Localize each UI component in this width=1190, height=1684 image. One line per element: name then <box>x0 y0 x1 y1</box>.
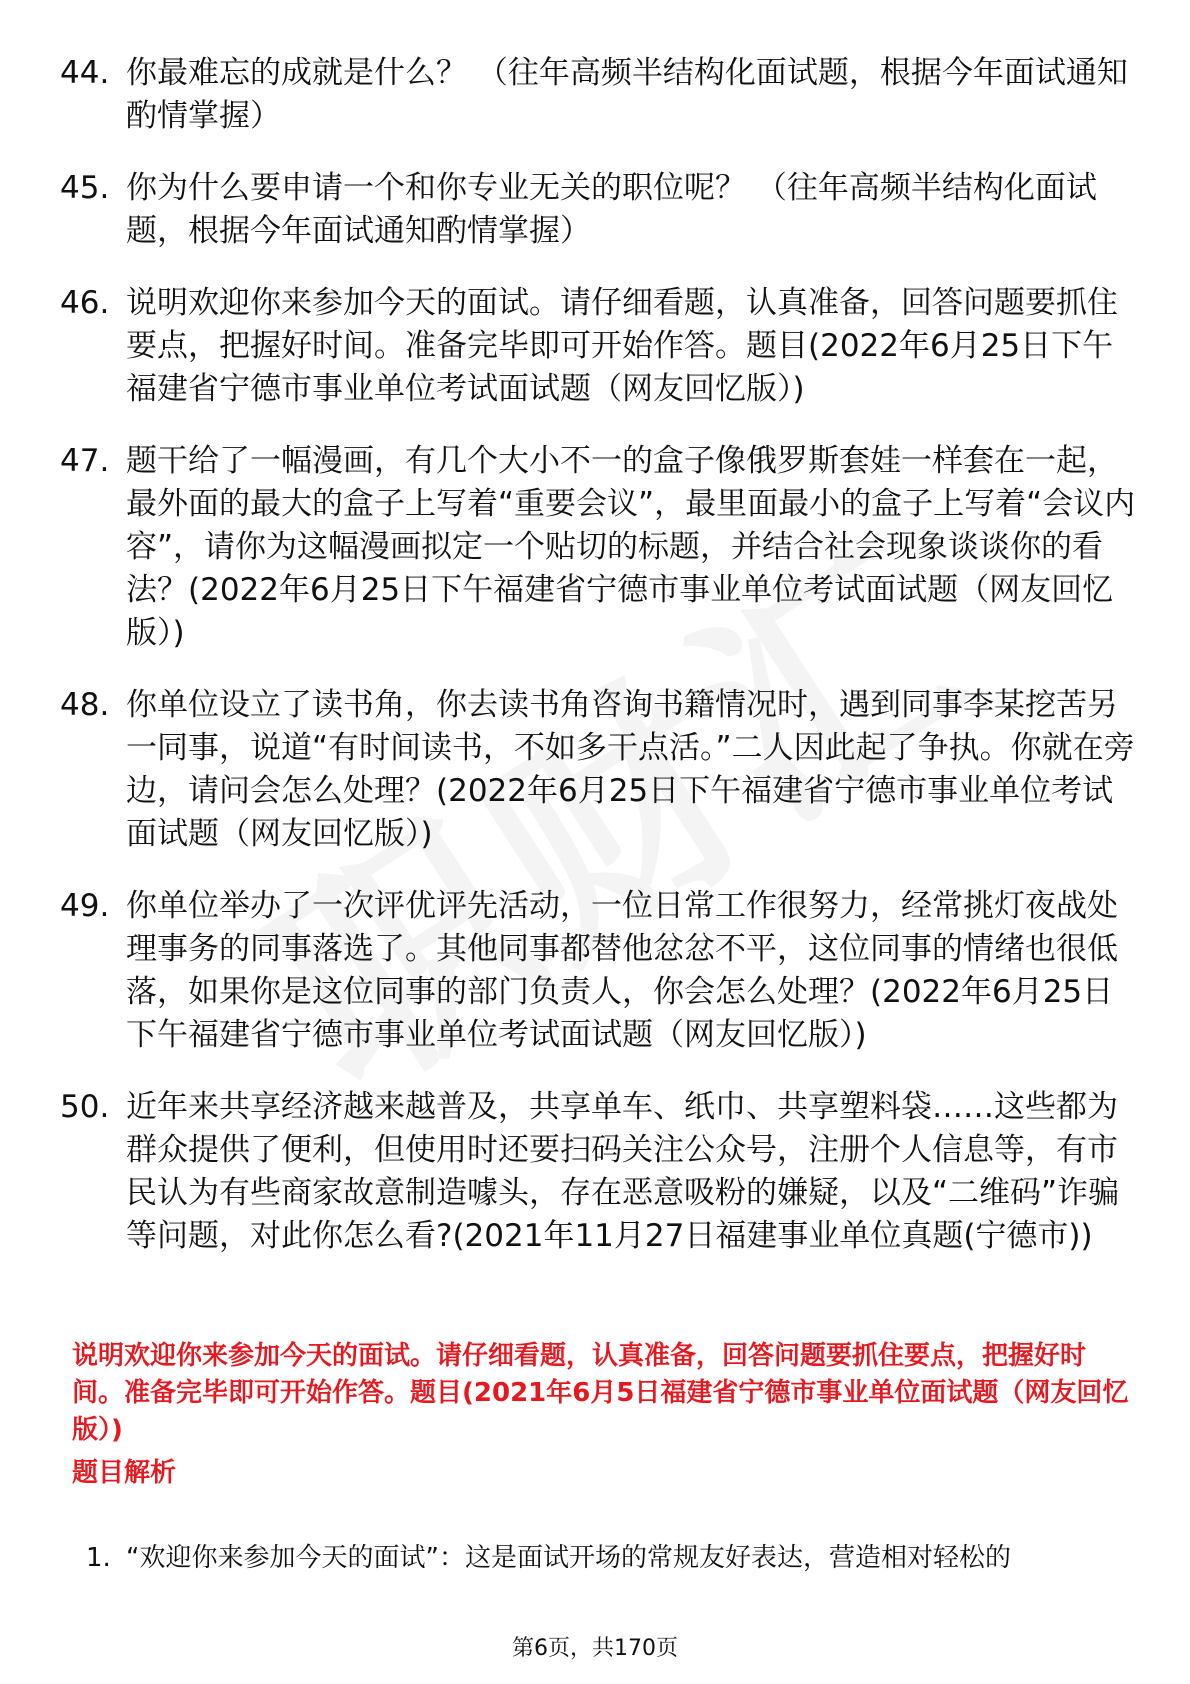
question-text: 你单位举办了一次评优评先活动，一位日常工作很努力，经常挑灯夜战处理事务的同事落选了。其他同事都替他忿忿不平，这位同事的情绪也很低落，如果你是这位同事的部门负责人，你会怎么处理？(2022年6月25日下午福建省宁德市事业单位考试面试题（网友回忆版）) <box>126 888 1118 1053</box>
page-footer: 第6页，共170页 <box>512 1636 678 1661</box>
question-number: 46. <box>60 285 110 321</box>
question-list <box>60 52 1140 1287</box>
question-text: 你单位设立了读书角，你去读书角咨询书籍情况时，遇到同事李某挖苦另一同事，说道“有时间读书，不如多干点活。”二人因此起了争执。你就在旁边，请问会怎么处理？(2022年6月25日下午福建省宁德市事业单位考试面试题（网友回忆版）) <box>126 687 1135 852</box>
question-item <box>60 282 1140 411</box>
analysis-heading: 题目解析 <box>72 1458 177 1488</box>
question-item <box>60 440 1140 655</box>
question-number: 49. <box>60 888 110 924</box>
question-text: 你为什么要申请一个和你专业无关的职位呢？ （往年高频半结构化面试题，根据今年面试通知酌情掌握） <box>126 170 1097 249</box>
question-number: 48. <box>60 687 110 723</box>
question-number: 45. <box>60 170 110 206</box>
question-number: 50. <box>60 1089 110 1125</box>
question-item <box>60 684 1140 856</box>
question-text: 你最难忘的成就是什么？ （往年高频半结构化面试题，根据今年面试通知酌情掌握） <box>126 55 1128 134</box>
question-item <box>60 167 1140 253</box>
highlighted-question: 说明欢迎你来参加今天的面试。请仔细看题，认真准备，回答问题要抓住要点，把握好时间。准备完毕即可开始作答。题目(2021年6月5日福建省宁德市事业单位面试题（网友回忆版）) <box>72 1341 1129 1445</box>
question-item <box>60 52 1140 138</box>
question-text: 说明欢迎你来参加今天的面试。请仔细看题，认真准备，回答问题要抓住要点，把握好时间。准备完毕即可开始作答。题目(2022年6月25日下午福建省宁德市事业单位考试面试题（网友回忆版）) <box>126 285 1118 407</box>
analysis-item <box>86 1540 1126 1577</box>
question-item <box>60 885 1140 1057</box>
question-number: 44. <box>60 55 110 91</box>
analysis-number: 1. <box>86 1543 111 1573</box>
analysis-text: “欢迎你来参加今天的面试”：这是面试开场的常规友好表达，营造相对轻松的 <box>126 1543 1011 1573</box>
question-item <box>60 1086 1140 1258</box>
question-text: 题干给了一幅漫画，有几个大小不一的盒子像俄罗斯套娃一样套在一起，最外面的最大的盒子上写着“重要会议”，最里面最小的盒子上写着“会议内容”，请你为这幅漫画拟定一个贴切的标题，并结合社会现象谈谈你的看法？(2022年6月25日下午福建省宁德市事业单位考试面试题（网友回忆版）) <box>126 443 1136 651</box>
question-text: 近年来共享经济越来越普及，共享单车、纸巾、共享塑料袋……这些都为群众提供了便利，但使用时还要扫码关注公众号，注册个人信息等，有市民认为有些商家故意制造噱头，存在恶意吸粉的嫌疑，以及“二维码”诈骗等问题，对此你怎么看?(2021年11月27日福建事业单位真题(宁德市)) <box>126 1089 1120 1254</box>
question-number: 47. <box>60 443 110 479</box>
